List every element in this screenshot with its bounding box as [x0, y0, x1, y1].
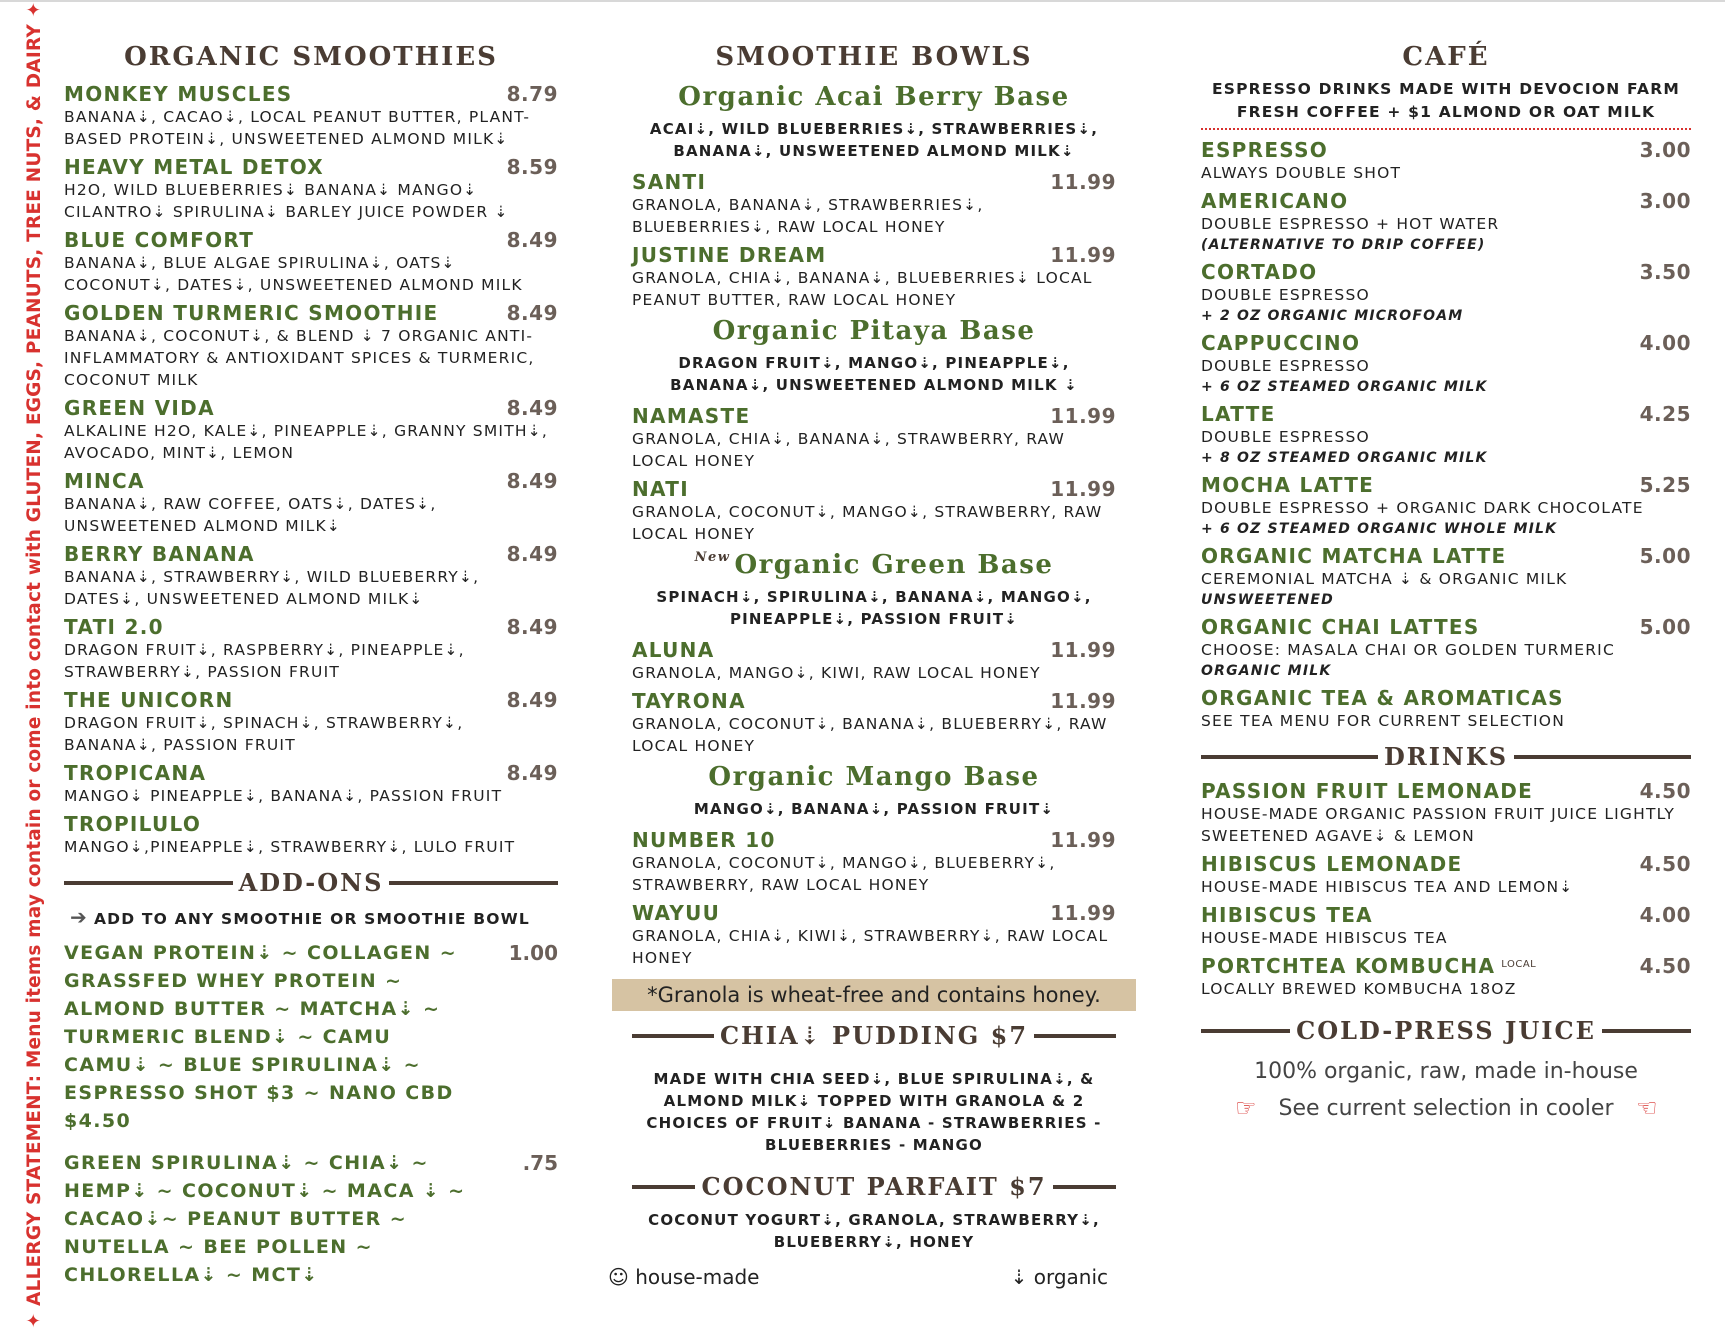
- item-header: [64, 542, 558, 566]
- item-price: 8.49: [506, 228, 558, 252]
- item-header: [64, 469, 558, 493]
- menu-item: [64, 812, 558, 858]
- item-header: [64, 301, 558, 325]
- juice-line-1: 100% organic, raw, made in-house: [1254, 1059, 1638, 1084]
- item-header: [1201, 473, 1691, 497]
- item-price: 11.99: [1050, 477, 1116, 501]
- menu-item: [1201, 473, 1691, 539]
- menu-item: [632, 477, 1116, 545]
- item-desc: DOUBLE ESPRESSO + ORGANIC DARK CHOCOLATE: [1201, 499, 1644, 517]
- divider: [632, 1185, 695, 1189]
- item-desc: MANGO⇣ PINEAPPLE⇣, BANANA⇣, PASSION FRUIT: [64, 787, 503, 805]
- item-header: [1201, 331, 1691, 355]
- menu-item: [1201, 686, 1691, 732]
- menu-item: [1201, 779, 1691, 847]
- item-price: 11.99: [1050, 638, 1116, 662]
- item-desc: GRANOLA, CHIA⇣, KIWI⇣, STRAWBERRY⇣, RAW LOCAL HONEY: [632, 927, 1109, 967]
- item-desc: BANANA⇣, STRAWBERRY⇣, WILD BLUEBERRY⇣, DATES⇣, UNSWEETENED ALMOND MILK⇣: [64, 568, 480, 608]
- base-title-text: Organic Pitaya Base: [712, 316, 1036, 346]
- base-title: [632, 82, 1116, 112]
- addons-header: [64, 868, 558, 897]
- item-name: MONKEY MUSCLES: [64, 82, 293, 106]
- item-name: BLUE COMFORT: [64, 228, 255, 252]
- item-header: [64, 812, 558, 836]
- item-price: 11.99: [1050, 404, 1116, 428]
- house-made-legend: ☺ house-made: [608, 1265, 760, 1289]
- bowl-list: [632, 82, 1116, 969]
- item-header: [1201, 402, 1691, 426]
- divider: [1034, 1034, 1116, 1038]
- base-desc: DRAGON FRUIT⇣, MANGO⇣, PINEAPPLE⇣, BANANA⇣, UNSWEETENED ALMOND MILK ⇣: [670, 354, 1078, 394]
- base-title: [632, 316, 1116, 346]
- addons-intro-text: ADD TO ANY SMOOTHIE OR SMOOTHIE BOWL: [93, 910, 530, 928]
- item-name: GOLDEN TURMERIC SMOOTHIE: [64, 301, 439, 325]
- item-price: 11.99: [1050, 243, 1116, 267]
- menu-item: [64, 228, 558, 296]
- menu-item: [1201, 903, 1691, 949]
- item-price: 4.25: [1639, 402, 1691, 426]
- item-name: LATTE: [1201, 402, 1276, 426]
- item-name: TATI 2.0: [64, 615, 164, 639]
- item-price: 11.99: [1050, 828, 1116, 852]
- item-header: [1201, 189, 1691, 213]
- item-header: [64, 688, 558, 712]
- item-name: THE UNICORN: [64, 688, 234, 712]
- item-desc: CHOOSE: MASALA CHAI OR GOLDEN TURMERIC: [1201, 641, 1615, 659]
- item-desc: DOUBLE ESPRESSO: [1201, 357, 1370, 375]
- item-price: 8.49: [506, 542, 558, 566]
- smoothies-column: [64, 36, 558, 1303]
- addons-intro: [70, 905, 558, 929]
- addon-text: GREEN SPIRULINA⇣ ~ CHIA⇣ ~ HEMP⇣ ~ COCONUT⇣ ~ MACA ⇣ ~ CACAO⇣~ PEANUT BUTTER ~ NUTELLA ~ BEE POLLEN ~ CHLORELLA⇣ ~ MCT⇣: [64, 1152, 466, 1286]
- item-desc: BANANA⇣, CACAO⇣, LOCAL PEANUT BUTTER, PLANT-BASED PROTEIN⇣, UNSWEETENED ALMOND MILK⇣: [64, 108, 531, 148]
- item-name: TROPICANA: [64, 761, 207, 785]
- item-name: NATI: [632, 477, 689, 501]
- item-price: 8.49: [506, 761, 558, 785]
- item-desc: GRANOLA, CHIA⇣, BANANA⇣, BLUEBERRIES⇣ LOCAL PEANUT BUTTER, RAW LOCAL HONEY: [632, 269, 1093, 309]
- menu-item: [1201, 260, 1691, 326]
- menu-item: [64, 761, 558, 807]
- item-header: [632, 689, 1116, 713]
- item-desc: GRANOLA, COCONUT⇣, MANGO⇣, STRAWBERRY, RAW LOCAL HONEY: [632, 503, 1103, 543]
- menu-item: [64, 396, 558, 464]
- menu-item: [1201, 852, 1691, 898]
- menu-item: [64, 469, 558, 537]
- chia-header: [632, 1021, 1116, 1050]
- item-desc: BANANA⇣, RAW COFFEE, OATS⇣, DATES⇣, UNSWEETENED ALMOND MILK⇣: [64, 495, 437, 535]
- base-title-text: Organic Acai Berry Base: [678, 82, 1070, 112]
- menu-item: [64, 615, 558, 683]
- cafe-column: [1201, 36, 1691, 1132]
- item-header: [632, 404, 1116, 428]
- coconut-title: COCONUT PARFAIT $7: [701, 1172, 1047, 1201]
- pointing-hand-icon: ☞: [1234, 1094, 1257, 1122]
- item-desc: SEE TEA MENU FOR CURRENT SELECTION: [1201, 712, 1565, 730]
- item-header: [632, 901, 1116, 925]
- item-header: [1201, 779, 1691, 803]
- item-price: 8.59: [506, 155, 558, 179]
- menu-item: [64, 688, 558, 756]
- menu-item: [1201, 402, 1691, 468]
- item-desc: ALKALINE H2O, KALE⇣, PINEAPPLE⇣, GRANNY SMITH⇣, AVOCADO, MINT⇣, LEMON: [64, 422, 549, 462]
- item-price: 8.49: [506, 469, 558, 493]
- item-header: [1201, 954, 1691, 978]
- addon-text: VEGAN PROTEIN⇣ ~ COLLAGEN ~ GRASSFED WHEY PROTEIN ~ ALMOND BUTTER ~ MATCHA⇣ ~ TURMERIC BLEND⇣ ~ CAMU CAMU⇣ ~ BLUE SPIRULINA⇣ ~ ESPRESSO SHOT $3 ~ NANO CBD $4.50: [64, 942, 458, 1132]
- item-header: [64, 228, 558, 252]
- menu-item: [64, 301, 558, 391]
- item-header: [1201, 260, 1691, 284]
- item-header: [632, 828, 1116, 852]
- juice-line-2: [1201, 1094, 1691, 1122]
- item-price: 8.79: [506, 82, 558, 106]
- menu-item: [1201, 331, 1691, 397]
- item-desc: LOCALLY BREWED KOMBUCHA 18OZ: [1201, 980, 1517, 998]
- smoothie-list: [64, 82, 558, 858]
- item-name: HIBISCUS TEA: [1201, 903, 1373, 927]
- item-price: 8.49: [506, 301, 558, 325]
- legend: [608, 1265, 1108, 1289]
- granola-note: *Granola is wheat-free and contains honey.: [612, 979, 1136, 1011]
- divider: [1053, 1185, 1116, 1189]
- item-note: (ALTERNATIVE TO DRIP COFFEE): [1201, 237, 1486, 253]
- item-desc: HOUSE-MADE HIBISCUS TEA: [1201, 929, 1448, 947]
- item-name: WAYUU: [632, 901, 721, 925]
- item-desc: GRANOLA, CHIA⇣, BANANA⇣, STRAWBERRY, RAW LOCAL HONEY: [632, 430, 1066, 470]
- cafe-list: [1201, 138, 1691, 732]
- base-desc: ACAI⇣, WILD BLUEBERRIES⇣, STRAWBERRIES⇣, BANANA⇣, UNSWEETENED ALMOND MILK⇣: [649, 120, 1099, 160]
- divider: [632, 1034, 714, 1038]
- addons-title: ADD-ONS: [238, 868, 384, 897]
- item-price: 4.50: [1639, 779, 1691, 803]
- item-header: [632, 638, 1116, 662]
- item-name: GREEN VIDA: [64, 396, 215, 420]
- item-desc: DOUBLE ESPRESSO: [1201, 428, 1370, 446]
- item-note: + 6 OZ STEAMED ORGANIC WHOLE MILK: [1201, 521, 1558, 537]
- item-desc: DOUBLE ESPRESSO + HOT WATER: [1201, 215, 1500, 233]
- item-desc: GRANOLA, COCONUT⇣, MANGO⇣, BLUEBERRY⇣, STRAWBERRY, RAW LOCAL HONEY: [632, 854, 1056, 894]
- base-desc: MANGO⇣, BANANA⇣, PASSION FRUIT⇣: [693, 800, 1055, 818]
- item-desc: BANANA⇣, BLUE ALGAE SPIRULINA⇣, OATS⇣ COCONUT⇣, DATES⇣, UNSWEETENED ALMOND MILK: [64, 254, 523, 294]
- base-title-text: Organic Mango Base: [708, 762, 1040, 792]
- juice-title: COLD-PRESS JUICE: [1296, 1016, 1596, 1045]
- item-name: AMERICANO: [1201, 189, 1349, 213]
- new-tag: New: [694, 550, 731, 565]
- addon-group: [64, 1149, 558, 1289]
- item-name: ORGANIC CHAI LATTES: [1201, 615, 1480, 639]
- item-note: ORGANIC MILK: [1201, 663, 1332, 679]
- item-name: PASSION FRUIT LEMONADE: [1201, 779, 1534, 803]
- item-price: 5.00: [1639, 615, 1691, 639]
- item-desc: GRANOLA, BANANA⇣, STRAWBERRIES⇣, BLUEBERRIES⇣, RAW LOCAL HONEY: [632, 196, 984, 236]
- menu-item: [64, 542, 558, 610]
- item-name: HEAVY METAL DETOX: [64, 155, 325, 179]
- item-name: ALUNA: [632, 638, 715, 662]
- top-border: [0, 0, 1725, 2]
- item-note: + 6 OZ STEAMED ORGANIC MILK: [1201, 379, 1488, 395]
- item-price: 8.49: [506, 615, 558, 639]
- menu-item: [632, 170, 1116, 238]
- menu-item: [632, 901, 1116, 969]
- bowls-column: [608, 36, 1116, 1289]
- item-price: 11.99: [1050, 689, 1116, 713]
- item-name: SANTI: [632, 170, 707, 194]
- arrow-right-icon: ➔: [70, 905, 88, 929]
- organic-legend: ⇣ organic: [1010, 1265, 1108, 1289]
- menu-item: [64, 82, 558, 150]
- addon-price: .75: [522, 1151, 558, 1175]
- item-name: TROPILULO: [64, 812, 202, 836]
- item-note: + 2 OZ ORGANIC MICROFOAM: [1201, 308, 1464, 324]
- divider: [389, 881, 558, 885]
- item-desc: MANGO⇣,PINEAPPLE⇣, STRAWBERRY⇣, LULO FRUIT: [64, 838, 516, 856]
- item-name: BERRY BANANA: [64, 542, 255, 566]
- divider: [1201, 1029, 1290, 1033]
- item-price: 4.00: [1639, 903, 1691, 927]
- menu-item: [632, 828, 1116, 896]
- item-header: [632, 243, 1116, 267]
- item-name: NUMBER 10: [632, 828, 776, 852]
- item-header: [632, 170, 1116, 194]
- item-name: ORGANIC TEA & AROMATICAS: [1201, 686, 1564, 710]
- item-name-wrap: [1201, 954, 1536, 978]
- item-name: PORTCHTEA KOMBUCHA: [1201, 954, 1496, 978]
- menu-item: [1201, 544, 1691, 610]
- menu-item: [1201, 954, 1691, 1000]
- allergy-statement: ✦ ALLERGY STATEMENT: Menu items may contain or come into contact with GLUTEN, EGGS, PEANUTS, TREE NUTS, & DAIRY ✦: [23, 1, 45, 1329]
- item-header: [1201, 852, 1691, 876]
- item-price: 4.50: [1639, 954, 1691, 978]
- addon-list: [64, 939, 558, 1289]
- drink-list: [1201, 779, 1691, 1000]
- addon-price: 1.00: [508, 941, 558, 965]
- item-desc: GRANOLA, COCONUT⇣, BANANA⇣, BLUEBERRY⇣, RAW LOCAL HONEY: [632, 715, 1108, 755]
- item-desc: H2O, WILD BLUEBERRIES⇣ BANANA⇣ MANGO⇣ CILANTRO⇣ SPIRULINA⇣ BARLEY JUICE POWDER ⇣: [64, 181, 509, 221]
- menu-item: [632, 689, 1116, 757]
- item-price: 3.00: [1639, 138, 1691, 162]
- item-price: 5.25: [1639, 473, 1691, 497]
- item-header: [1201, 615, 1691, 639]
- item-price: 11.99: [1050, 170, 1116, 194]
- item-desc: BANANA⇣, COCONUT⇣, & BLEND ⇣ 7 ORGANIC ANTI-INFLAMMATORY & ANTIOXIDANT SPICES & TURMERIC, COCONUT MILK: [64, 327, 535, 389]
- item-name: CORTADO: [1201, 260, 1318, 284]
- item-price: 4.00: [1639, 331, 1691, 355]
- item-name: ORGANIC MATCHA LATTE: [1201, 544, 1507, 568]
- item-header: [64, 615, 558, 639]
- item-header: [1201, 903, 1691, 927]
- item-price: 8.49: [506, 396, 558, 420]
- base-title: [632, 762, 1116, 792]
- coconut-header: [632, 1172, 1116, 1201]
- item-name: MINCA: [64, 469, 145, 493]
- divider: [1201, 755, 1378, 759]
- divider: [64, 881, 233, 885]
- item-desc: HOUSE-MADE ORGANIC PASSION FRUIT JUICE LIGHTLY SWEETENED AGAVE⇣ & LEMON: [1201, 805, 1676, 845]
- addon-group: [64, 939, 558, 1135]
- smoothies-title: ORGANIC SMOOTHIES: [124, 42, 498, 72]
- coconut-desc: COCONUT YOGURT⇣, GRANOLA, STRAWBERRY⇣, BLUEBERRY⇣, HONEY: [648, 1211, 1100, 1251]
- item-header: [64, 761, 558, 785]
- item-header: [64, 82, 558, 106]
- menu-item: [632, 638, 1116, 684]
- item-desc: HOUSE-MADE HIBISCUS TEA AND LEMON⇣: [1201, 878, 1574, 896]
- drinks-header: [1201, 742, 1691, 771]
- item-header: [1201, 686, 1691, 710]
- chia-desc: MADE WITH CHIA SEED⇣, BLUE SPIRULINA⇣, & ALMOND MILK⇣ TOPPED WITH GRANOLA & 2 CHOICES OF FRUIT⇣ BANANA - STRAWBERRIES - BLUEBERRIES - MANGO: [646, 1070, 1102, 1154]
- divider: [1602, 1029, 1691, 1033]
- drinks-title: DRINKS: [1383, 742, 1509, 771]
- menu-item: [632, 404, 1116, 472]
- item-note: UNSWEETENED: [1201, 592, 1334, 608]
- item-header: [632, 477, 1116, 501]
- item-name: TAYRONA: [632, 689, 746, 713]
- base-title-text: Organic Green Base: [734, 550, 1054, 580]
- item-header: [1201, 544, 1691, 568]
- item-price: 8.49: [506, 688, 558, 712]
- item-price: 3.50: [1639, 260, 1691, 284]
- item-note: + 8 OZ STEAMED ORGANIC MILK: [1201, 450, 1488, 466]
- item-name: HIBISCUS LEMONADE: [1201, 852, 1463, 876]
- juice-line-2-text: See current selection in cooler: [1278, 1095, 1614, 1121]
- pointing-hand-icon: ☞: [1635, 1094, 1658, 1122]
- cafe-title: CAFÉ: [1402, 42, 1490, 72]
- item-price: 4.50: [1639, 852, 1691, 876]
- base-title: [632, 550, 1116, 580]
- item-name: MOCHA LATTE: [1201, 473, 1375, 497]
- item-header: [64, 396, 558, 420]
- item-price: 11.99: [1050, 901, 1116, 925]
- item-name: JUSTINE DREAM: [632, 243, 827, 267]
- item-desc: DRAGON FRUIT⇣, RASPBERRY⇣, PINEAPPLE⇣, STRAWBERRY⇣, PASSION FRUIT: [64, 641, 465, 681]
- item-header: [64, 155, 558, 179]
- menu-item: [1201, 615, 1691, 681]
- item-name: CAPPUCCINO: [1201, 331, 1361, 355]
- item-price: 3.00: [1639, 189, 1691, 213]
- item-desc: DRAGON FRUIT⇣, SPINACH⇣, STRAWBERRY⇣, BANANA⇣, PASSION FRUIT: [64, 714, 464, 754]
- item-desc: ALWAYS DOUBLE SHOT: [1201, 164, 1402, 182]
- menu-item: [64, 155, 558, 223]
- item-desc: GRANOLA, MANGO⇣, KIWI, RAW LOCAL HONEY: [632, 664, 1041, 682]
- juice-header: [1201, 1016, 1691, 1045]
- menu-item: [632, 243, 1116, 311]
- item-name: NAMASTE: [632, 404, 751, 428]
- item-price: 5.00: [1639, 544, 1691, 568]
- item-name: ESPRESSO: [1201, 138, 1329, 162]
- item-header: [1201, 138, 1691, 162]
- local-tag: LOCAL: [1501, 958, 1537, 970]
- menu-item: [1201, 189, 1691, 255]
- chia-title: CHIA⇣ PUDDING $7: [719, 1021, 1029, 1050]
- base-desc: SPINACH⇣, SPIRULINA⇣, BANANA⇣, MANGO⇣, PINEAPPLE⇣, PASSION FRUIT⇣: [656, 588, 1092, 628]
- item-desc: CEREMONIAL MATCHA ⇣ & ORGANIC MILK: [1201, 570, 1568, 588]
- divider: [1514, 755, 1691, 759]
- menu-item: [1201, 138, 1691, 184]
- item-desc: DOUBLE ESPRESSO: [1201, 286, 1370, 304]
- bowls-title: SMOOTHIE BOWLS: [715, 42, 1033, 72]
- cafe-intro: ESPRESSO DRINKS MADE WITH DEVOCION FARM FRESH COFFEE + $1 ALMOND OR OAT MILK: [1201, 78, 1691, 130]
